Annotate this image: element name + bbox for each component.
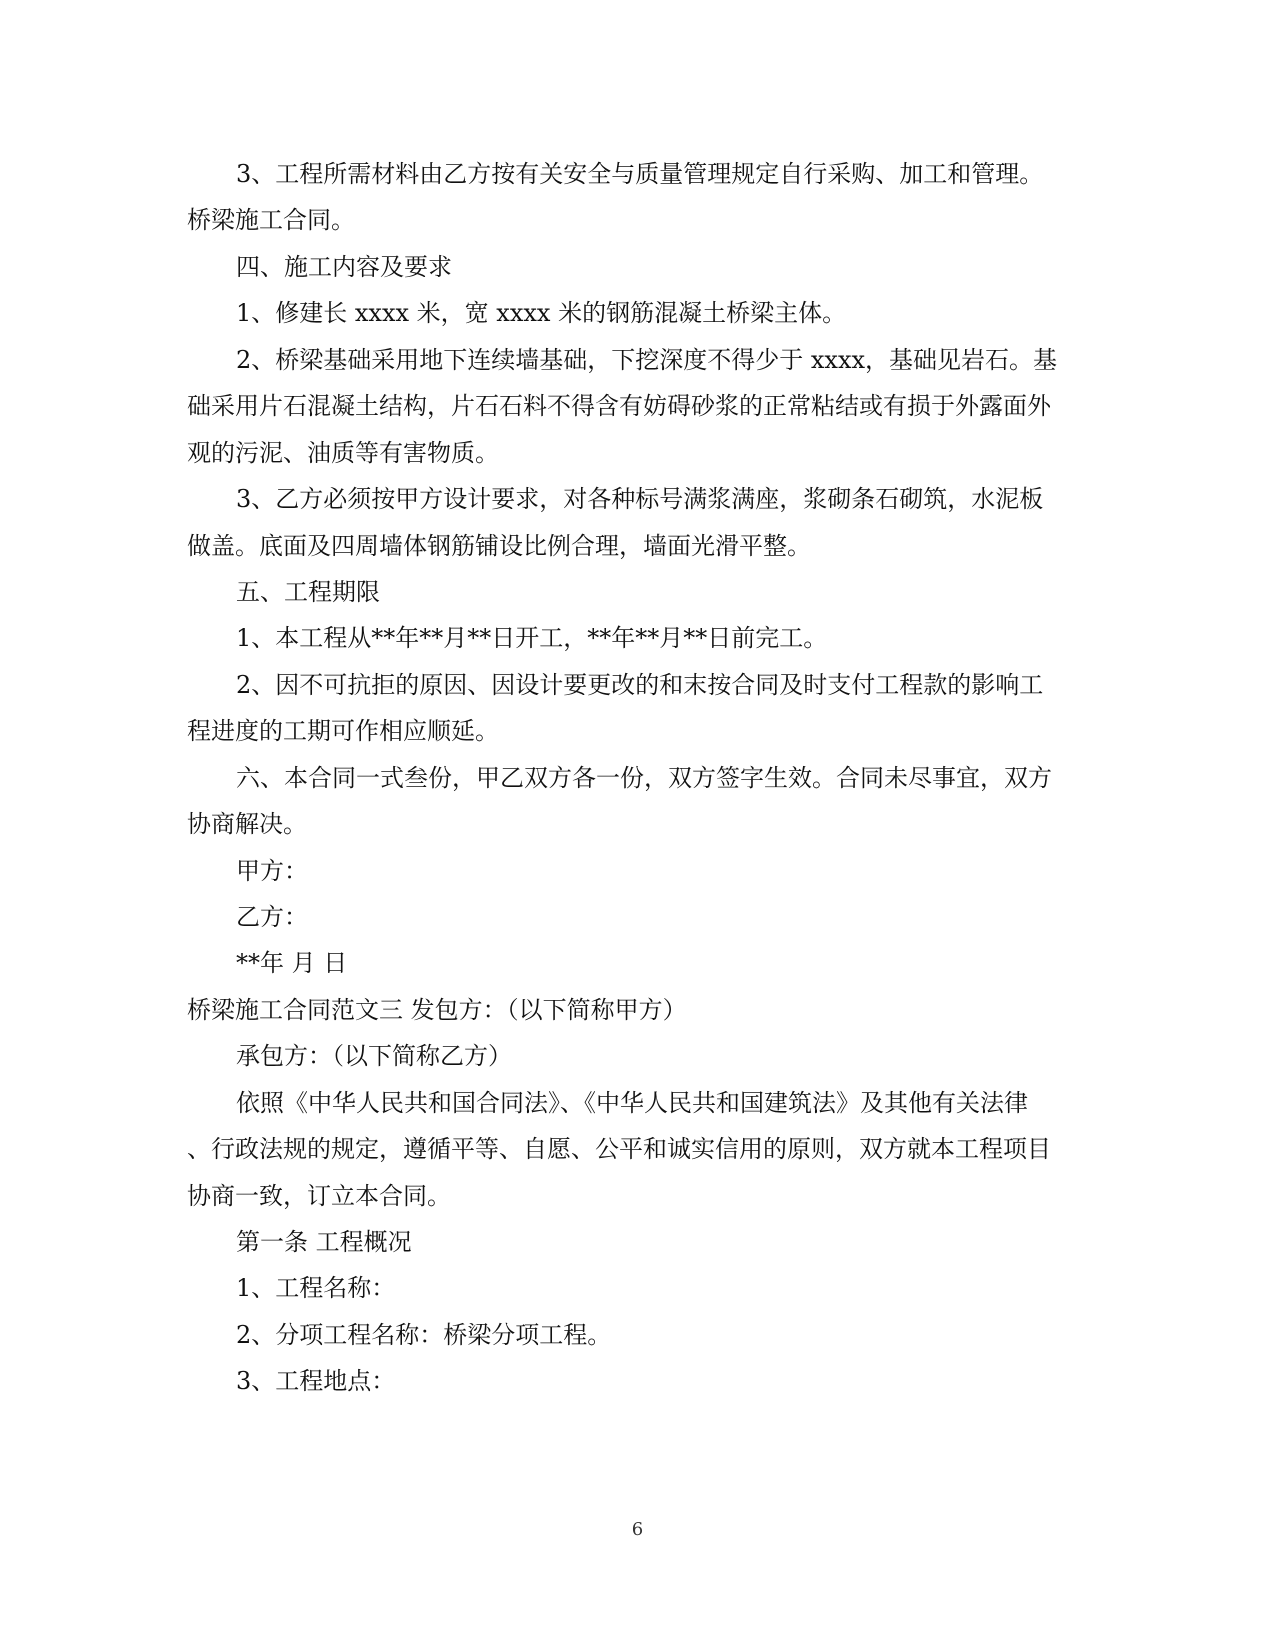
text-line: 依照《中华人民共和国合同法》、《中华人民共和国建筑法》及其他有关法律 [236, 1089, 1028, 1117]
text-line: 3、工程所需材料由乙方按有关安全与质量管理规定自行采购、加工和管理。 [236, 160, 1044, 188]
text-line: 协商一致，订立本合同。 [187, 1182, 451, 1210]
page-number: 6 [631, 1519, 644, 1540]
text-line: 观的污泥、油质等有害物质。 [187, 439, 499, 467]
text-line: 础采用片石混凝土结构，片石石料不得含有妨碍砂浆的正常粘结或有损于外露面外 [187, 392, 1051, 420]
text-line: 3、工程地点： [236, 1367, 396, 1395]
text-line: 2、分项工程名称：桥梁分项工程。 [236, 1321, 612, 1349]
text-line: 六、本合同一式叁份，甲乙双方各一份，双方签字生效。合同未尽事宜，双方 [236, 764, 1052, 792]
text-line: 3、乙方必须按甲方设计要求，对各种标号满浆满座，浆砌条石砌筑，水泥板 [236, 485, 1044, 513]
text-line: 做盖。底面及四周墙体钢筋铺设比例合理，墙面光滑平整。 [187, 532, 811, 560]
contract-title-line: 桥梁施工合同范文三 发包方：（以下简称甲方） [187, 996, 687, 1024]
text-line: 程进度的工期可作相应顺延。 [187, 717, 499, 745]
text-line: 2、桥梁基础采用地下连续墙基础，下挖深度不得少于 xxxx，基础见岩石。基 [236, 346, 1058, 374]
text-line: 承包方：（以下简称乙方） [236, 1042, 512, 1070]
text-line: 桥梁施工合同。 [187, 206, 355, 234]
text-line: 1、工程名称： [236, 1274, 396, 1302]
section-heading: 四、施工内容及要求 [236, 253, 452, 281]
signature-party-a: 甲方： [236, 857, 308, 885]
section-heading: 五、工程期限 [236, 578, 380, 606]
signature-date: **年 月 日 [236, 949, 348, 977]
text-line: 、行政法规的规定，遵循平等、自愿、公平和诚实信用的原则，双方就本工程项目 [187, 1135, 1051, 1163]
signature-party-b: 乙方： [236, 903, 308, 931]
text-line: 1、本工程从**年**月**日开工，**年**月**日前完工。 [236, 624, 828, 652]
section-heading: 第一条 工程概况 [236, 1228, 412, 1256]
text-line: 1、修建长 xxxx 米，宽 xxxx 米的钢筋混凝土桥梁主体。 [236, 299, 847, 327]
text-line: 2、因不可抗拒的原因、因设计要更改的和末按合同及时支付工程款的影响工 [236, 671, 1044, 699]
text-line: 协商解决。 [187, 810, 307, 838]
